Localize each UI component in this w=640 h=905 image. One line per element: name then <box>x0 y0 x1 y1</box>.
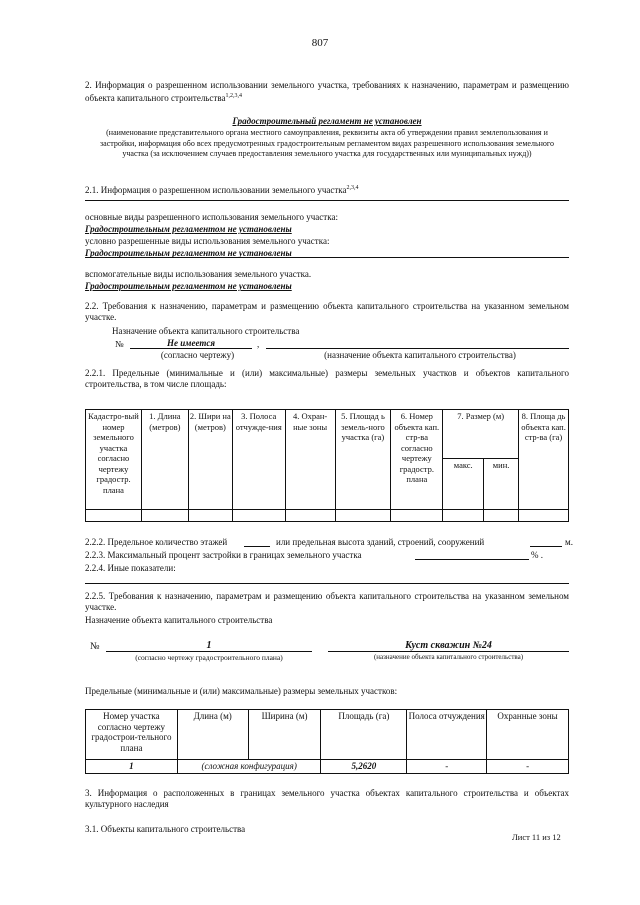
other-indicators-label: 2.2.4. Иные показатели: <box>85 563 176 573</box>
auxiliary-uses-value: Градостроительным регламентом не установлены <box>85 281 292 291</box>
coverage-unit: % . <box>531 550 543 560</box>
header-area: Площадь (га) <box>321 710 407 760</box>
plot-sizes-table <box>85 709 569 774</box>
sheet-number: Лист 11 из 12 <box>512 832 561 842</box>
coverage-line <box>415 559 529 560</box>
object-name-value: Куст скважин №24 <box>405 640 492 651</box>
number-line-2 <box>106 651 312 652</box>
comma: , <box>257 339 260 349</box>
header-plot-number: Номер участка согласно чертежу градострои-тельного плана <box>86 710 178 760</box>
header-size-min: мин. <box>484 459 519 510</box>
regulation-title: Градостроительный регламент не установлен <box>232 116 422 126</box>
caption-purpose: (назначение объекта капитального строительства) <box>324 350 516 360</box>
section-3-1-heading: 3.1. Объекты капитального строительства <box>85 824 246 834</box>
plot-sizes-label: Предельные (минимальные и (или) максимальные) размеры земельных участков: <box>85 686 398 696</box>
header-width: 2. Шири на (метров) <box>188 410 232 510</box>
header-object-area: 8. Площа дь объекта кап. стр-ва (га) <box>519 410 569 510</box>
number-sign-2: № <box>90 641 100 652</box>
page-number: 807 <box>311 37 329 49</box>
cell-area: 5,2620 <box>321 760 407 774</box>
header-width: Ширина (м) <box>248 710 321 760</box>
section-2-2-1-heading: 2.2.1. Предельные (минимальные и (или) максимальные) размеры земельных участков и объектов капитального строительства, в том числе площадь: <box>85 368 569 389</box>
purpose-label-2: Назначение объекта капитального строительства <box>85 615 273 625</box>
divider <box>85 583 569 584</box>
height-unit: м. <box>565 537 573 547</box>
regulation-caption: (наименование представительного органа местного самоуправления, реквизиты акта об утверждении правил землепользования и застройки, информация обо всех предусмотренных градостроительным регламентом видах разрешенного использования земельного участка (за исключением случаев предоставления земельного участка для государственных или муниципальных нужд)) <box>100 128 554 158</box>
section-2-2-heading: 2.2. Требования к назначению, параметрам и размещению объекта капитального строительства на указанном земельном участке. <box>85 301 569 322</box>
main-uses-value: Градостроительным регламентом не установлены <box>85 224 292 234</box>
size-limits-table <box>85 409 569 522</box>
height-label: или предельная высота зданий, строений, сооружений <box>276 537 485 547</box>
cell-plot-number: 1 <box>86 760 178 774</box>
section-2-1-heading: 2.1. Информация о разрешенном использовании земельного участка$^{2,3,4}$ <box>85 185 359 195</box>
caption-purpose-2: (назначение объекта капитального строительства) <box>373 653 524 661</box>
height-line <box>530 546 562 547</box>
section-3-heading: 3. Информация о расположенных в границах земельного участка объектах капитального строительства и объектах культурного наследия <box>85 788 569 809</box>
table-row <box>86 510 569 522</box>
header-object-number: 6. Номер объекта кап. стр-ва согласно чертежу градостр. плана <box>391 410 443 510</box>
section-2-heading: 2. Информация о разрешенном использовании земельного участка, требованиях к назначению, параметрам и размещению объекта капитального строительства$^{1,2,3,4}$ <box>85 80 569 103</box>
cell-protected-zones: - <box>487 760 569 774</box>
header-exclusion-strip: 3. Полоса отчужде-ния <box>232 410 285 510</box>
caption-by-drawing-2: (согласно чертежу градостроительного плана) <box>135 653 283 662</box>
section-2-2-5-heading: 2.2.5. Требования к назначению, параметрам и размещению объекта капитального строительства на указанном земельном участке. <box>85 591 569 612</box>
cell-configuration: (сложная конфигурация) <box>177 760 321 774</box>
conditional-uses-label: условно разрешенные виды использования земельного участка: <box>85 236 330 246</box>
header-size-max: макс. <box>443 459 484 510</box>
header-exclusion-strip: Полоса отчуждения <box>407 710 487 760</box>
header-length: 1. Длина (метров) <box>141 410 188 510</box>
number-value: Не имеется <box>167 338 215 348</box>
divider <box>85 200 569 201</box>
purpose-line <box>266 348 569 349</box>
header-protected-zones: 4. Охран-ные зоны <box>285 410 335 510</box>
auxiliary-uses-label: вспомогательные виды использования земельного участка. <box>85 269 312 279</box>
conditional-uses-value: Градостроительным регламентом не установлены <box>85 248 292 258</box>
main-uses-label: основные виды разрешенного использования земельного участка: <box>85 212 338 222</box>
caption-by-drawing: (согласно чертежу) <box>160 350 235 360</box>
header-protected-zones: Охранные зоны <box>487 710 569 760</box>
header-size: 7. Размер (м) <box>443 410 519 459</box>
divider <box>85 257 569 258</box>
header-length: Длина (м) <box>177 710 248 760</box>
table-row <box>86 760 569 774</box>
header-plot-area: 5. Площад ь земель-ного участка (га) <box>335 410 391 510</box>
header-cadastral-number: Кадастро-вый номер земельного участка согласно чертежу градостр. плана <box>86 410 142 510</box>
purpose-label: Назначение объекта капитального строительства <box>112 326 300 336</box>
coverage-label: 2.2.3. Максимальный процент застройки в границах земельного участка <box>85 550 362 560</box>
object-name-line <box>328 651 569 652</box>
number-line <box>130 348 252 349</box>
number-sign: № <box>115 339 124 349</box>
object-number-value: 1 <box>206 640 212 651</box>
cell-exclusion-strip: - <box>407 760 487 774</box>
floors-line <box>244 546 270 547</box>
floors-label: 2.2.2. Предельное количество этажей <box>85 537 228 547</box>
